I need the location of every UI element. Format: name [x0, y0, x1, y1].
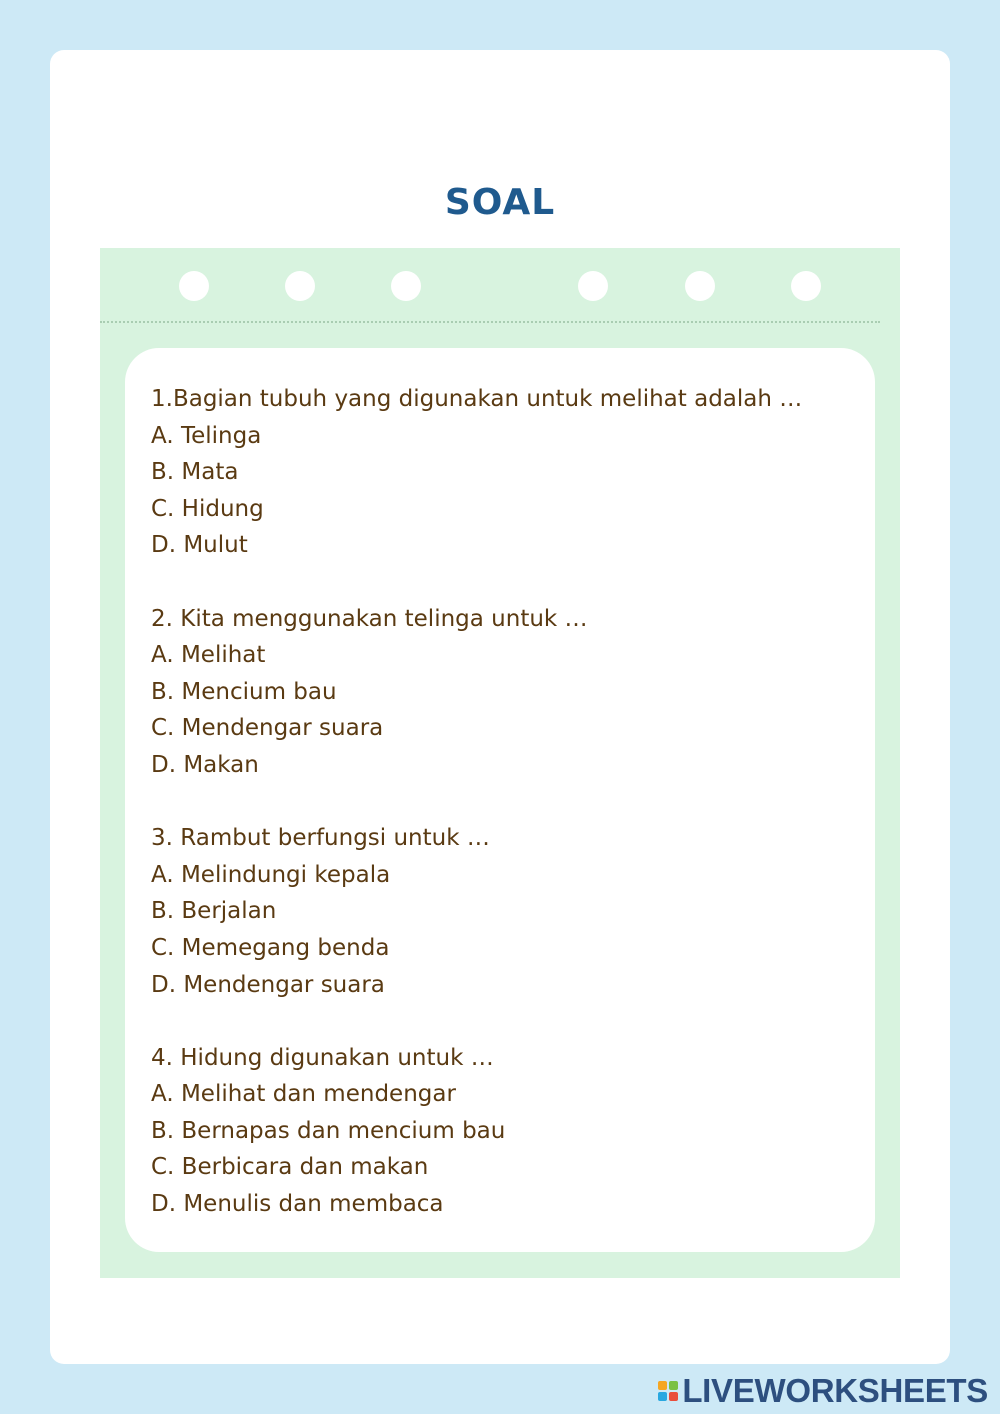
answer-option: B. Bernapas dan mencium bau: [151, 1117, 506, 1144]
answer-option: C. Mendengar suara: [151, 715, 384, 742]
binder-hole: [578, 271, 608, 301]
answer-option: D. Mendengar suara: [151, 971, 385, 998]
question-text: 1.Bagian tubuh yang digunakan untuk melihat adalah …: [151, 386, 803, 412]
question-block: [151, 381, 855, 564]
answer-option: C. Hidung: [151, 495, 264, 522]
logo-tile: [658, 1381, 667, 1390]
binder-hole: [179, 271, 209, 301]
binder-hole: [285, 271, 315, 301]
answer-option: D. Menulis dan membaca: [151, 1191, 444, 1218]
question-block: [151, 820, 855, 1003]
question-text: 2. Kita menggunakan telinga untuk …: [151, 605, 588, 632]
answer-option: B. Mata: [151, 459, 239, 486]
notepad: [100, 248, 900, 1278]
binder-hole: [391, 271, 421, 301]
logo-tile: [669, 1381, 678, 1390]
answer-option: A. Melihat dan mendengar: [151, 1081, 456, 1108]
answer-option: B. Mencium bau: [151, 678, 337, 705]
question-list: [151, 381, 855, 1259]
answer-option: A. Melindungi kepala: [151, 861, 391, 888]
perforation-line: [100, 321, 880, 323]
question-block: [151, 601, 855, 784]
binder-hole: [685, 271, 715, 301]
answer-option: D. Mulut: [151, 532, 248, 559]
question-text: 4. Hidung digunakan untuk …: [151, 1044, 494, 1071]
question-card: [125, 348, 875, 1252]
logo-mark-icon: [658, 1381, 678, 1401]
page-title: SOAL: [444, 182, 556, 223]
answer-option: B. Berjalan: [151, 898, 277, 925]
answer-option: A. Telinga: [151, 422, 262, 449]
brand-name: LIVEWORKSHEETS: [682, 1372, 988, 1409]
worksheet-page: [50, 50, 950, 1364]
logo-tile: [658, 1392, 667, 1401]
question-text: 3. Rambut berfungsi untuk …: [151, 825, 490, 852]
answer-option: A. Melihat: [151, 642, 266, 669]
binder-hole: [791, 271, 821, 301]
question-block: [151, 1040, 855, 1223]
logo-tile: [669, 1392, 678, 1401]
brand-logo[interactable]: [658, 1372, 988, 1410]
answer-option: D. Makan: [151, 751, 259, 778]
answer-option: C. Berbicara dan makan: [151, 1154, 429, 1181]
answer-option: C. Memegang benda: [151, 934, 390, 961]
